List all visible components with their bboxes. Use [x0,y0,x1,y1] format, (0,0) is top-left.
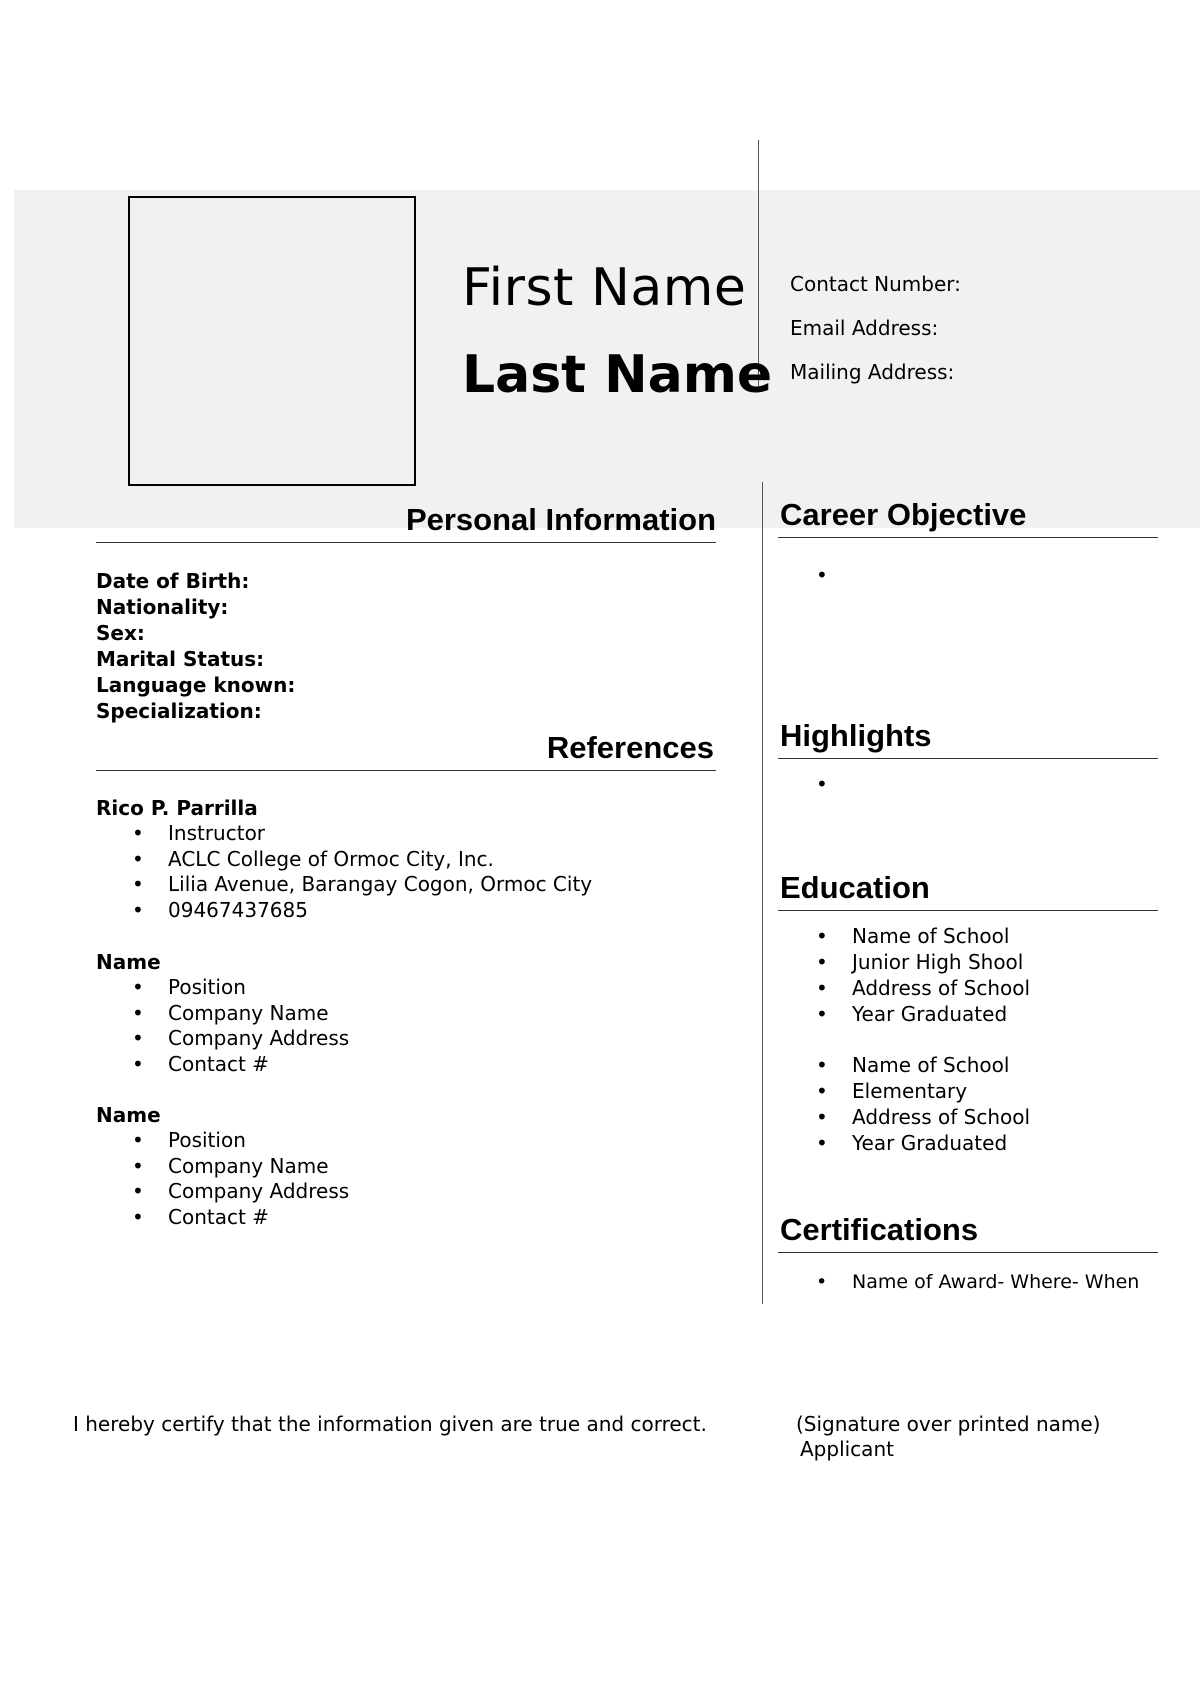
list-item: • Name of School [852,1053,1030,1079]
reference-details [96,821,592,924]
pi-field: Marital Status: [96,647,265,671]
reference-details [96,1128,349,1231]
references-rule [96,770,716,771]
certifications-heading: Certifications [780,1212,979,1247]
list-item: • Position [168,1128,349,1154]
list-item: • Elementary [852,1079,1030,1105]
pi-field: Specialization: [96,699,262,723]
list-item: • Name of Award- Where- When [852,1270,1139,1296]
list-item: • Name of School [852,924,1030,950]
pi-field: Nationality: [96,595,229,619]
list-item: • Address of School [852,1105,1030,1131]
list-item: • Company Address [168,1026,349,1052]
reference-name: Rico P. Parrilla [96,796,258,820]
list-item: • Year Graduated [852,1131,1030,1157]
education-group [780,924,1030,1028]
certification-statement: I hereby certify that the information given are true and correct. [73,1412,707,1436]
reference-entry [96,795,592,924]
personal-information-heading: Personal Information [405,502,716,537]
list-item: • Contact # [168,1052,349,1078]
highlights-heading: Highlights [780,718,932,753]
reference-name: Name [96,1103,161,1127]
list-item: • Instructor [168,821,592,847]
list-item: • Company Name [168,1154,349,1180]
highlights-list [780,772,852,798]
contact-number-label: Contact Number: [790,272,961,296]
career-objective-heading: Career Objective [780,497,1027,532]
pi-field: Sex: [96,621,145,645]
list-item: • Position [168,975,349,1001]
career-objective-rule [778,537,1158,538]
career-objective-list [780,563,852,589]
highlights-rule [778,758,1158,759]
reference-details [96,975,349,1078]
pi-field: Date of Birth: [96,569,250,593]
education-rule [778,910,1158,911]
last-name: Last Name [462,345,773,405]
column-divider [762,482,763,1304]
education-heading: Education [780,870,930,905]
contact-list [790,272,961,404]
photo-placeholder [128,196,416,486]
reference-name: Name [96,950,161,974]
personal-information-list [96,568,295,724]
list-item: • 09467437685 [168,898,592,924]
education-group [780,1053,1030,1157]
email-address-label: Email Address: [790,316,939,340]
list-item: • Contact # [168,1205,349,1231]
list-item: • Company Address [168,1179,349,1205]
references-heading: References [546,730,714,765]
signature-block [796,1412,1100,1462]
certifications-rule [778,1252,1158,1253]
list-item: • Lilia Avenue, Barangay Cogon, Ormoc City [168,872,592,898]
reference-entry [96,1102,349,1231]
pi-field: Language known: [96,673,296,697]
list-item: • Company Name [168,1001,349,1027]
personal-information-rule [96,542,716,543]
applicant-label: Applicant [800,1437,894,1461]
signature-line-label: (Signature over printed name) [796,1412,1101,1436]
list-item: • Address of School [852,976,1030,1002]
certifications-list [780,1270,1139,1296]
list-item: • Year Graduated [852,1002,1030,1028]
mailing-address-label: Mailing Address: [790,360,955,384]
first-name: First Name [462,258,747,318]
reference-entry [96,949,349,1078]
list-item: • ACLC College of Ormoc City, Inc. [168,847,592,873]
list-item: • Junior High Shool [852,950,1030,976]
